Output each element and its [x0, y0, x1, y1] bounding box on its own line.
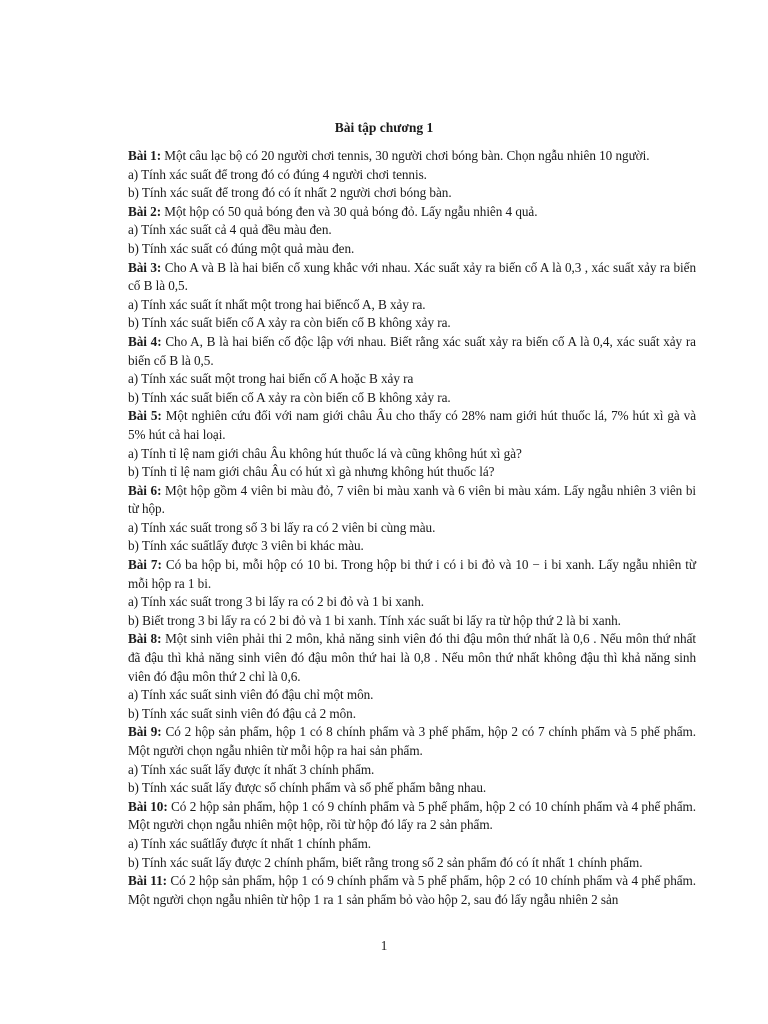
exercise-subquestion: a) Tính xác suất trong số 3 bi lấy ra có 2 viên bi cùng màu.	[128, 519, 436, 535]
exercise-subquestion: b) Tính xác suấtlấy được 3 viên bi khác màu.	[128, 538, 364, 554]
exercise-subquestion: b) Tính xác suất lấy được số chính phẩm và số phế phẩm bằng nhau.	[128, 780, 487, 796]
exercise-text: Có 2 hộp sản phẩm, hộp 1 có 8 chính phẩm và 3 phế phẩm, hộp 2 có 7 chính phẩm và 5 phế phẩm. Một người chọn ngẫu nhiên từ mỗi hộp ra hai sản phẩm.	[128, 724, 696, 758]
page-title: Bài tập chương 1	[334, 120, 434, 135]
exercise-statement	[128, 259, 696, 296]
exercise-subquestion: a) Tính xác suất lấy được ít nhất 3 chính phẩm.	[128, 761, 375, 777]
exercise-text: Một hộp có 50 quả bóng đen và 30 quả bóng đỏ. Lấy ngẫu nhiên 4 quả.	[164, 203, 538, 219]
exercise-subquestion: a) Tính xác suất ít nhất một trong hai biếncố A, B xảy ra.	[128, 296, 426, 312]
exercise-subquestion: b) Tính tỉ lệ nam giới châu Âu có hút xì gà nhưng không hút thuốc lá?	[128, 464, 495, 480]
exercise-text: Một nghiên cứu đối với nam giới châu Âu cho thấy có 28% nam giới hút thuốc lá, 7% hút xì gà và 5% hút cả hai loại.	[128, 408, 696, 442]
exercise-number: Bài 9:	[128, 724, 162, 740]
exercise-text: Một câu lạc bộ có 20 người chơi tennis, 30 người chơi bóng bàn. Chọn ngẫu nhiên 10 người.	[164, 148, 650, 163]
exercise-number: Bài 7:	[128, 557, 162, 573]
exercise-subquestion: b) Tính xác suất sinh viên đó đậu cả 2 môn.	[128, 705, 356, 721]
exercise-statement	[128, 333, 696, 370]
exercise-text: Một hộp gồm 4 viên bi màu đỏ, 7 viên bi màu xanh và 6 viên bi màu xám. Lấy ngẫu nhiên 3 viên bi từ hộp.	[128, 482, 696, 517]
exercise-subquestion: b) Tính xác suất lấy được 2 chính phẩm, biết rằng trong số 2 sản phẩm đó có ít nhất 1 chính phẩm.	[128, 854, 643, 870]
exercise-statement	[128, 482, 696, 519]
exercise-subquestion: b) Tính xác suất biến cố A xảy ra còn biến cố B không xảy ra.	[128, 389, 451, 405]
exercise-number: Bài 2:	[128, 203, 162, 219]
exercise-statement	[128, 147, 696, 166]
exercise-statement	[128, 203, 696, 222]
exercise-text: Có 2 hộp sản phẩm, hộp 1 có 9 chính phẩm và 5 phế phẩm, hộp 2 có 10 chính phẩm và 4 phế phẩm. Một người chọn ngẫu nhiên một hộp, rồi từ hộp đó lấy ra 2 sản phẩm.	[128, 798, 696, 833]
exercise-subquestion: a) Tính xác suất để trong đó có đúng 4 người chơi tennis.	[128, 166, 427, 182]
page-number: 1	[380, 938, 388, 953]
exercise-subquestion: b) Tính xác suất để trong đó có ít nhất 2 người chơi bóng bàn.	[128, 185, 452, 201]
exercise-number: Bài 8:	[128, 631, 162, 647]
exercise-subquestion: b) Biết trong 3 bi lấy ra có 2 bi đỏ và 1 bi xanh. Tính xác suất bi lấy ra từ hộp thứ 2 là bi xanh.	[128, 612, 621, 628]
exercise-text: Cho A, B là hai biến cố độc lập với nhau. Biết rằng xác suất xảy ra biến cố A là 0,4, xác suất xảy ra biến cố B là 0,5.	[128, 333, 696, 368]
exercise-subquestion: a) Tính xác suất sinh viên đó đậu chỉ một môn.	[128, 687, 374, 703]
exercise-subquestion: a) Tính xác suất một trong hai biến cố A hoặc B xảy ra	[128, 371, 414, 387]
exercise-number: Bài 3:	[128, 259, 162, 275]
exercise-list	[128, 147, 696, 909]
exercise-subquestion: a) Tính xác suấtlấy được ít nhất 1 chính phẩm.	[128, 835, 372, 851]
exercise-number: Bài 10:	[128, 798, 168, 814]
exercise-text: Cho A và B là hai biến cố xung khắc với nhau. Xác suất xảy ra biến cố A là 0,3 , xác suất xảy ra biến cố B là 0,5.	[128, 259, 696, 294]
exercise-text: Một sinh viên phải thi 2 môn, khả năng sinh viên đó thi đậu môn thứ nhất là 0,6 . Nếu môn thứ nhất đã đậu thì khả năng sinh viên đó đậu môn thứ hai là 0,8 . Nếu môn thứ nhất không đậu thì khả năng sinh viên đó đậu môn thứ 2 chỉ là 0,6.	[128, 631, 696, 684]
exercise-number: Bài 5:	[128, 408, 162, 424]
exercise-number: Bài 6:	[128, 482, 162, 498]
exercise-statement	[128, 630, 696, 686]
exercise-number: Bài 11:	[128, 873, 167, 889]
exercise-number: Bài 1:	[128, 148, 162, 163]
exercise-statement	[128, 723, 696, 760]
exercise-statement	[128, 798, 696, 835]
exercise-subquestion: a) Tính xác suất cả 4 quả đều màu đen.	[128, 222, 332, 238]
exercise-text: Có ba hộp bi, mỗi hộp có 10 bi. Trong hộp bi thứ i có i bi đỏ và 10 − i bi xanh. Lấy ngẫu nhiên từ mỗi hộp ra 1 bi.	[128, 557, 697, 591]
exercise-statement	[128, 556, 696, 593]
exercise-statement	[128, 407, 696, 444]
exercise-subquestion: a) Tính xác suất trong 3 bi lấy ra có 2 bi đỏ và 1 bi xanh.	[128, 594, 425, 610]
exercise-statement	[128, 872, 696, 909]
exercise-subquestion: a) Tính tỉ lệ nam giới châu Âu không hút thuốc lá và cũng không hút xì gà?	[128, 445, 522, 461]
exercise-text: Có 2 hộp sản phẩm, hộp 1 có 9 chính phẩm và 5 phế phẩm, hộp 2 có 10 chính phẩm và 4 phế phẩm. Một người chọn ngẫu nhiên từ hộp 1 ra 1 sản phẩm bỏ vào hộp 2, sau đó lấy ngẫu nhiên 2 sản	[128, 873, 697, 907]
exercise-number: Bài 4:	[128, 333, 162, 349]
exercise-subquestion: b) Tính xác suất có đúng một quả màu đen.	[128, 240, 355, 256]
exercise-subquestion: b) Tính xác suất biến cố A xảy ra còn biến cố B không xảy ra.	[128, 315, 451, 331]
